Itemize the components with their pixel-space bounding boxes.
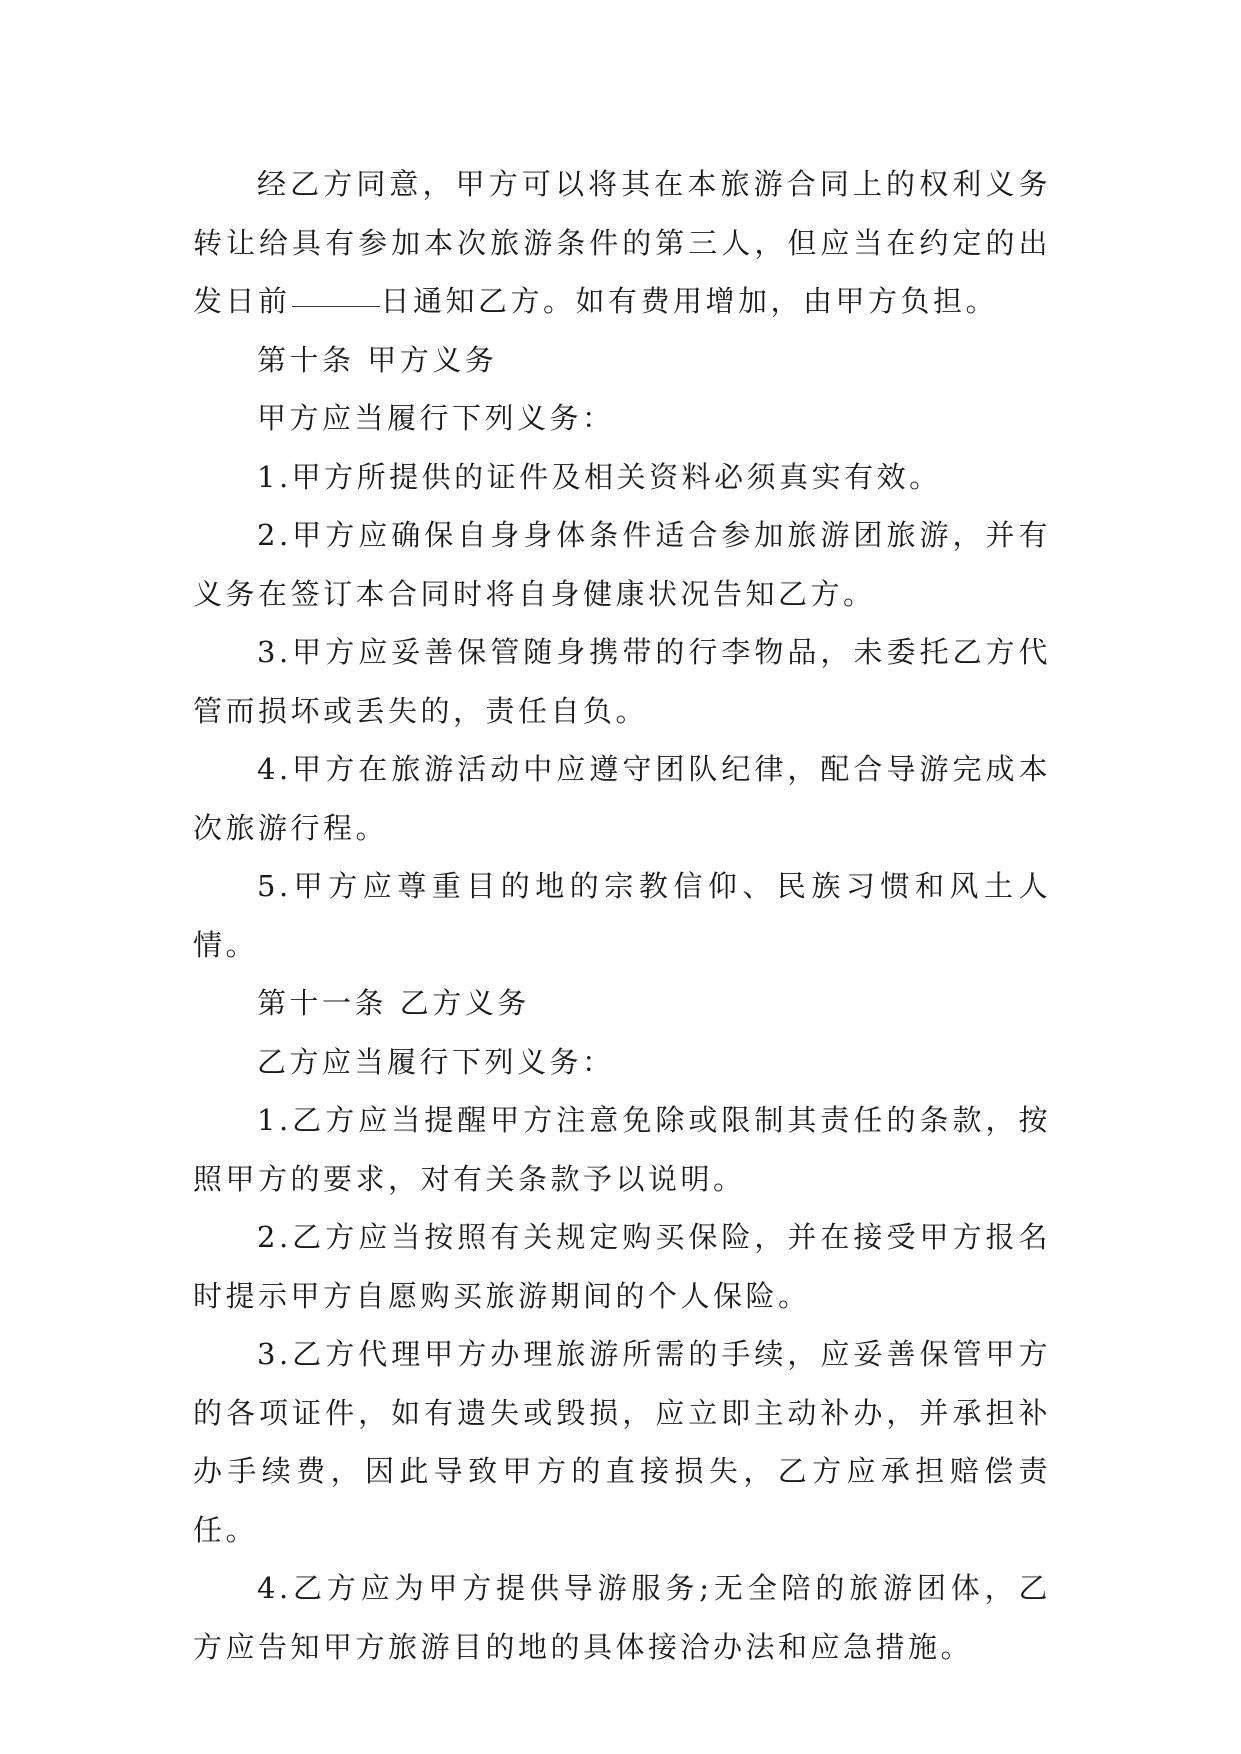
party-b-obligation-3: 3.乙方代理甲方办理旅游所需的手续，应妥善保管甲方的各项证件，如有遗失或毁损，应立即主动补办，并承担补办手续费，因此导致甲方的直接损失，乙方应承担赔偿责任。 [193,1337,1051,1547]
party-a-obligation-2: 2.甲方应确保自身身体条件适合参加旅游团旅游，并有义务在签订本合同时将自身健康状况告知乙方。 [193,518,1051,611]
party-a-obligations-intro: 甲方应当履行下列义务： [257,401,615,435]
article-11-heading: 第十一条 乙方义务 [257,986,530,1020]
paragraph-text: 日通知乙方。如有费用增加，由甲方负担。 [380,284,999,318]
party-b-obligation-1: 1.乙方应当提醒甲方注意免除或限制其责任的条款，按照甲方的要求，对有关条款予以说明。 [193,1103,1051,1196]
party-a-obligation-3: 3.甲方应妥善保管随身携带的行李物品，未委托乙方代管而损坏或丢失的，责任自负。 [193,635,1051,728]
paragraph-text: 经乙方同意，甲方可以将其在本旅游合同上的权利义务转让给具有参加本次旅游条件的第三人，但应当在约定的出发日前 [193,167,1051,318]
party-a-obligation-1: 1.甲方所提供的证件及相关资料必须真实有效。 [257,459,942,494]
party-b-obligation-2: 2.乙方应当按照有关规定购买保险，并在接受甲方报名时提示甲方自愿购买旅游期间的个人保险。 [193,1220,1051,1313]
party-b-obligations-intro: 乙方应当履行下列义务： [257,1044,615,1079]
party-a-obligation-4: 4.甲方在旅游活动中应遵守团队纪律，配合导游完成本次旅游行程。 [193,752,1051,845]
party-a-obligation-5: 5.甲方应尊重目的地的宗教信仰、民族习惯和风土人情。 [193,869,1051,962]
party-b-obligation-4: 4.乙方应为甲方提供导游服务;无全陪的旅游团体，乙方应告知甲方旅游目的地的具体接洽办法和应急措施。 [193,1571,1051,1664]
fill-in-blank [292,305,380,307]
contract-body [193,155,1051,1676]
paragraph-transfer-rights [193,155,1051,331]
article-10-heading: 第十条 甲方义务 [257,342,498,377]
